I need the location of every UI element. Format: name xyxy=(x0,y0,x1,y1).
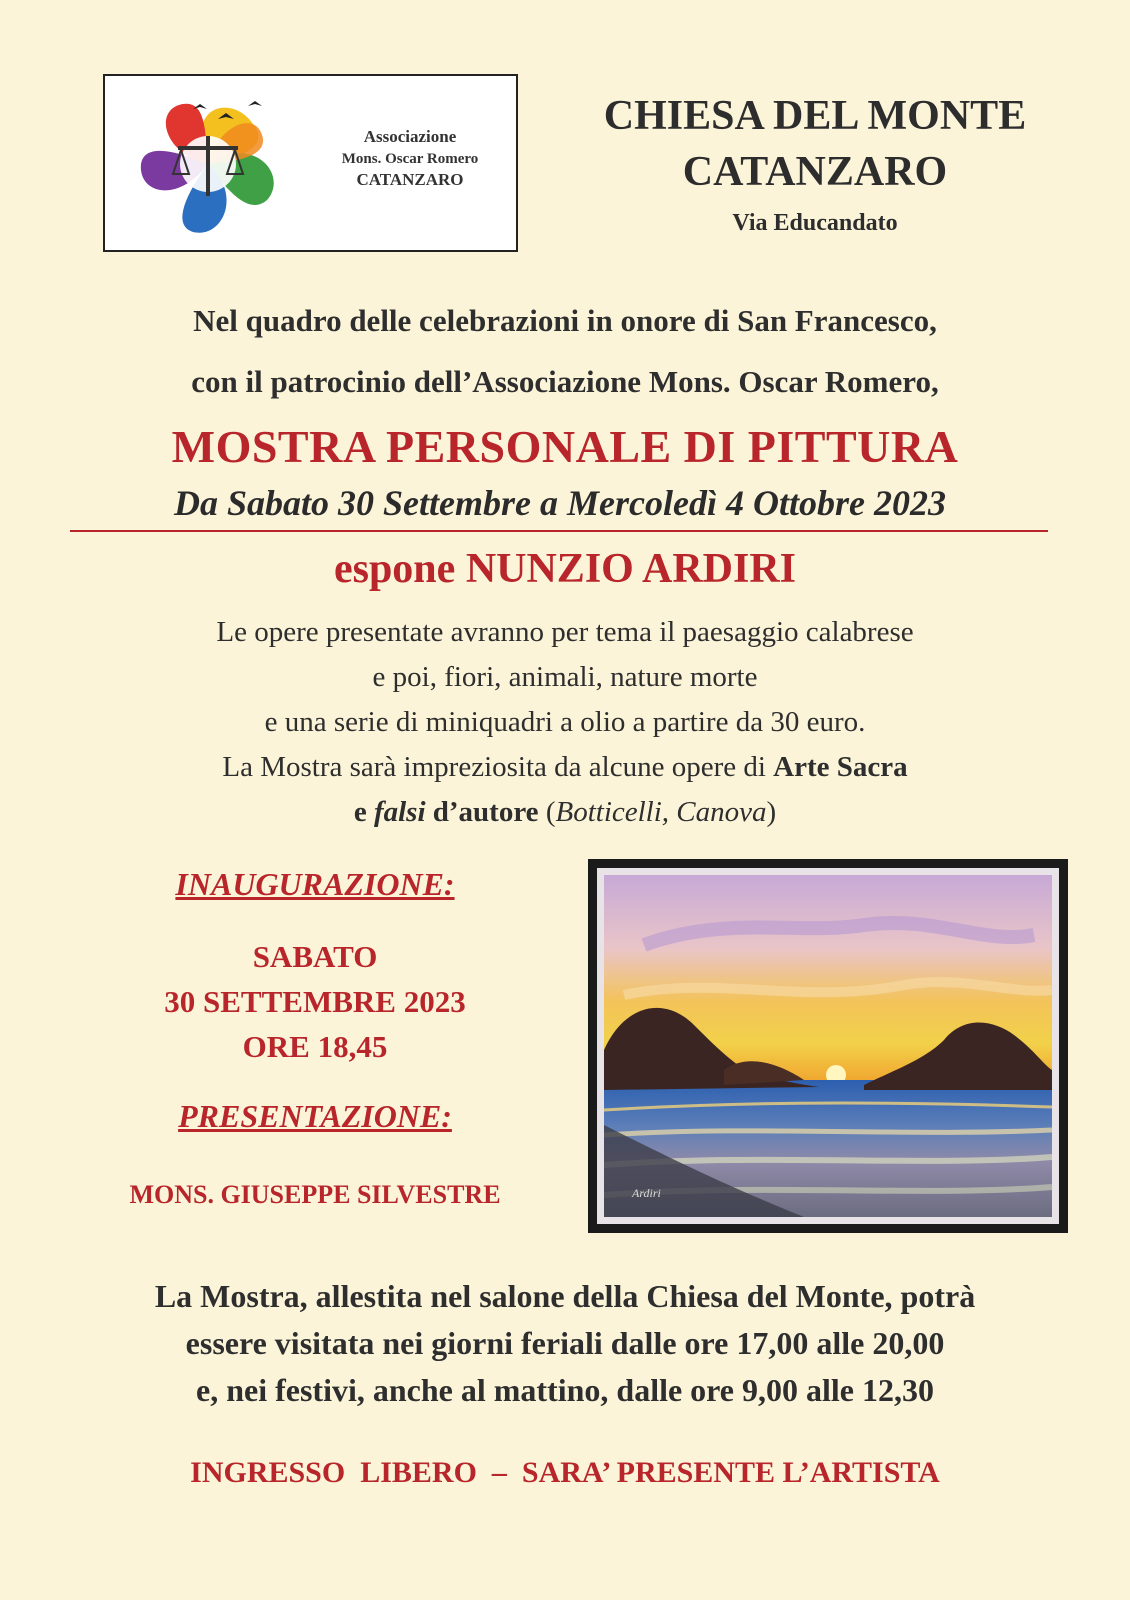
inauguration-details xyxy=(70,934,560,1069)
presentation-heading: PRESENTAZIONE: xyxy=(178,1098,452,1134)
description-line-4 xyxy=(0,745,1130,790)
intro-line-2: con il patrocinio dell’Associazione Mons. Oscar Romero, xyxy=(191,364,939,399)
church-address: Via Educandato xyxy=(732,210,898,236)
inauguration-time: ORE 18,45 xyxy=(242,1029,388,1064)
church-title-line2: CATANZARO xyxy=(682,149,948,195)
closing-line-2: essere visitata nei giorni feriali dalle ore 17,00 alle 20,00 xyxy=(185,1325,945,1361)
description-line-3: e una serie di miniquadri a olio a partire da 30 euro. xyxy=(264,706,866,738)
exhibition-description xyxy=(0,610,1130,835)
artist-line xyxy=(0,545,1130,593)
paren-open: ( xyxy=(538,796,556,828)
closing-line-3: e, nei festivi, anche al mattino, dalle ore 9,00 alle 12,30 xyxy=(196,1372,934,1408)
arte-sacra-label: Arte Sacra xyxy=(773,751,908,783)
exhibition-dates: Da Sabato 30 Settembre a Mercoledì 4 Ottobre 2023 xyxy=(174,483,946,523)
association-logo-emblem xyxy=(123,84,293,244)
inauguration-date: 30 SETTEMBRE 2023 xyxy=(164,984,466,1019)
dates-underline xyxy=(70,530,1048,532)
church-title xyxy=(560,88,1070,200)
intro-line-1: Nel quadro delle celebrazioni in onore di San Francesco, xyxy=(193,303,937,338)
paren-close: ) xyxy=(766,796,777,828)
painting-frame xyxy=(588,859,1068,1233)
painting-signature: Ardiri xyxy=(632,1186,661,1200)
church-title-line1: CHIESA DEL MONTE xyxy=(603,93,1027,139)
artist-name: NUNZIO ARDIRI xyxy=(465,546,797,592)
autore-label: d’autore xyxy=(425,796,539,828)
association-name xyxy=(315,126,505,192)
description-line-5-e: e xyxy=(353,796,374,828)
presenter-name: MONS. GIUSEPPE SILVESTRE xyxy=(129,1180,501,1209)
logo-line-name: Mons. Oscar Romero xyxy=(341,150,479,167)
logo-line-association: Associazione xyxy=(363,127,457,146)
description-line-1: Le opere presentate avranno per tema il paesaggio calabrese xyxy=(216,616,914,648)
description-line-5 xyxy=(0,790,1130,835)
inauguration-day: SABATO xyxy=(252,939,378,974)
footer-notice: INGRESSO LIBERO – SARA’ PRESENTE L’ARTISTA xyxy=(190,1456,940,1489)
inauguration-heading: INAUGURAZIONE: xyxy=(175,866,455,902)
exhibition-title: MOSTRA PERSONALE DI PITTURA xyxy=(171,421,959,472)
painting-mat xyxy=(597,868,1059,1224)
artist-references: Botticelli, Canova xyxy=(555,796,767,828)
logo-line-city: CATANZARO xyxy=(356,170,464,190)
closing-line-1: La Mostra, allestita nel salone della Chiesa del Monte, potrà xyxy=(154,1278,976,1314)
falsi-label: falsi xyxy=(373,796,426,828)
description-line-4-text: La Mostra sarà impreziosita da alcune opere di xyxy=(222,751,774,783)
artist-prefix: espone xyxy=(333,546,466,592)
description-line-2: e poi, fiori, animali, nature morte xyxy=(372,661,758,693)
association-logo-box xyxy=(103,74,518,252)
sunset-painting xyxy=(604,875,1052,1217)
